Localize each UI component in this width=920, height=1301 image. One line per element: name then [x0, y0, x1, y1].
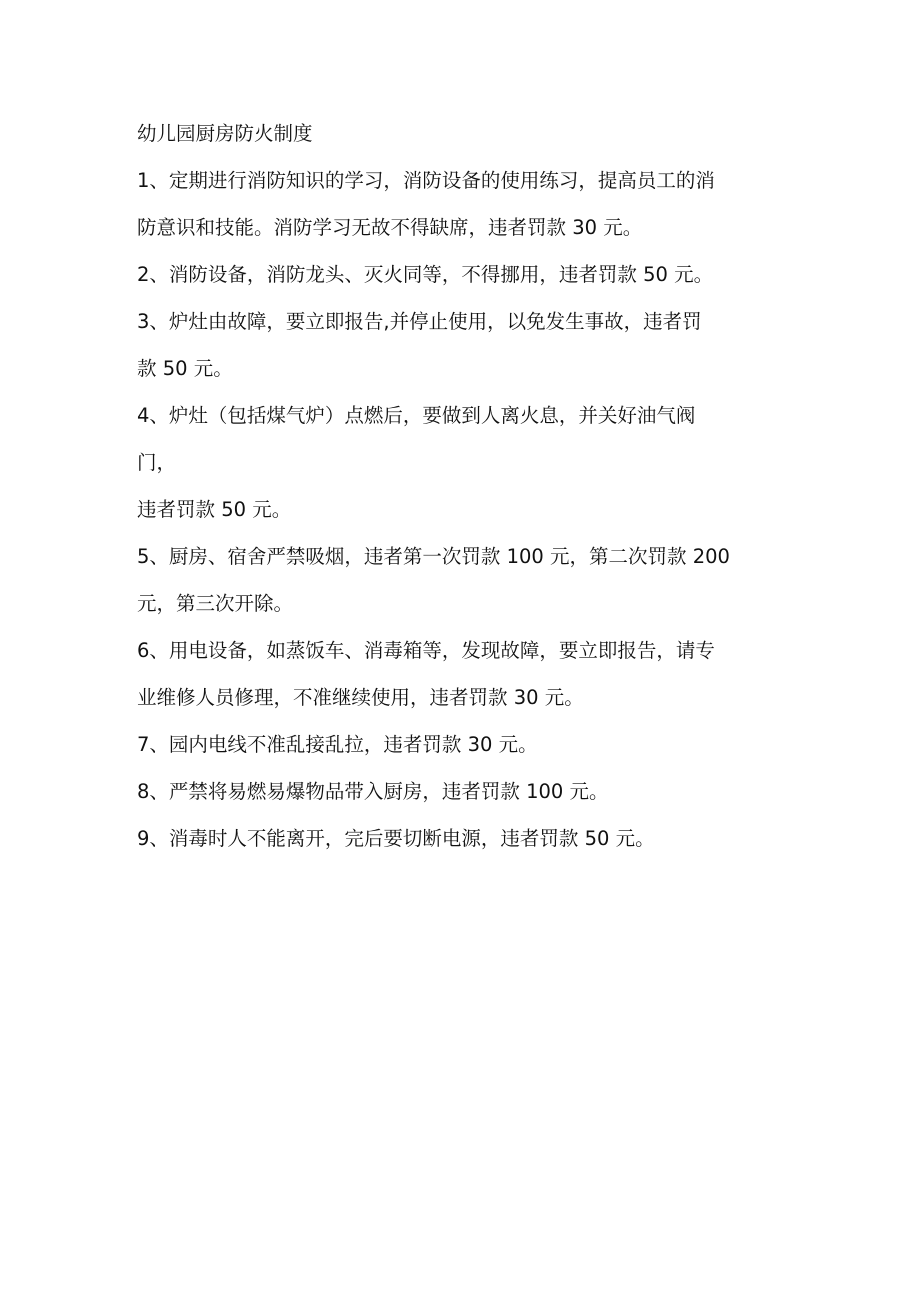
rule-8-line-1: 8、严禁将易燃易爆物品带入厨房，违者罚款 100 元。: [137, 780, 609, 803]
rule-6-line-2: 业维修人员修理，不准继续使用，违者罚款 30 元。: [137, 686, 584, 709]
rule-4-line-3: 违者罚款 50 元。: [137, 498, 292, 521]
rule-1-line-1: 1、定期进行消防知识的学习，消防设备的使用练习，提高员工的消: [137, 169, 715, 192]
rule-6-line-1: 6、用电设备，如蒸饭车、消毒箱等，发现故障，要立即报告，请专: [137, 639, 715, 662]
rule-5-line-1: 5、厨房、宿舍严禁吸烟，违者第一次罚款 100 元，第二次罚款 200: [137, 545, 730, 568]
rule-7-line-1: 7、园内电线不准乱接乱拉，违者罚款 30 元。: [137, 733, 538, 756]
rule-4-line-1: 4、炉灶（包括煤气炉）点燃后，要做到人离火息，并关好油气阀: [137, 404, 696, 427]
rule-1-line-2: 防意识和技能。消防学习无故不得缺席，违者罚款 30 元。: [137, 216, 643, 239]
rule-3-line-2: 款 50 元。: [137, 357, 233, 380]
rule-4-line-2: 门，: [137, 451, 177, 474]
document-title: 幼儿园厨房防火制度: [137, 122, 313, 145]
rule-5-line-2: 元，第三次开除。: [137, 592, 294, 615]
rule-3-line-1: 3、炉灶由故障，要立即报告,并停止使用，以免发生事故，违者罚: [137, 310, 702, 333]
document-body: [137, 110, 797, 862]
rule-2-line-1: 2、消防设备，消防龙头、灭火同等，不得挪用，违者罚款 50 元。: [137, 263, 714, 286]
rule-9-line-1: 9、消毒时人不能离开，完后要切断电源，违者罚款 50 元。: [137, 827, 655, 850]
